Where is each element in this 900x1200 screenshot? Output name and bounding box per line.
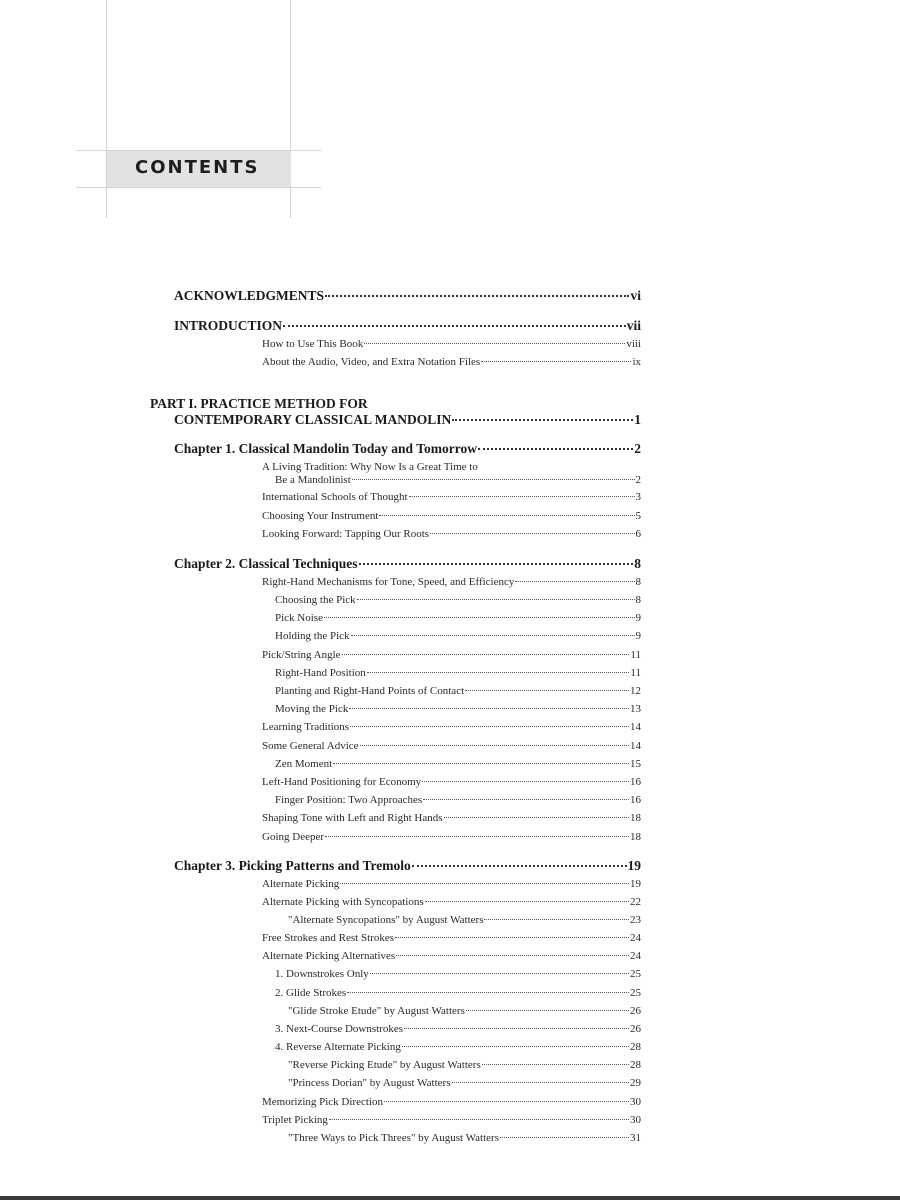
toc-entry-title: Choosing Your Instrument xyxy=(262,510,379,522)
leader-dots xyxy=(466,1010,629,1011)
toc-entry-page: 14 xyxy=(630,721,641,733)
toc-entry[interactable] xyxy=(288,914,641,926)
toc-entry-page: 2 xyxy=(634,441,641,456)
leader-dots xyxy=(379,515,634,516)
toc-entry-page: 8 xyxy=(634,556,641,571)
leader-dots xyxy=(465,690,629,691)
toc-entry[interactable] xyxy=(262,812,641,824)
toc-entry[interactable] xyxy=(262,491,641,503)
leader-dots xyxy=(409,496,635,497)
toc-entry[interactable] xyxy=(275,594,641,606)
leader-dots xyxy=(324,617,635,618)
leader-dots xyxy=(351,635,635,636)
toc-entry[interactable] xyxy=(262,776,641,788)
toc-entry-title: Free Strokes and Rest Strokes xyxy=(262,932,394,944)
leader-dots xyxy=(364,343,625,344)
toc-entry-page: 14 xyxy=(630,740,641,752)
toc-entry[interactable] xyxy=(174,556,641,572)
toc-entry-page: 22 xyxy=(630,896,641,908)
toc-entry-title: Holding the Pick xyxy=(275,630,350,642)
toc-entry[interactable] xyxy=(262,878,641,890)
toc-entry[interactable] xyxy=(174,858,641,874)
toc-entry-title: Choosing the Pick xyxy=(275,594,356,606)
leader-dots xyxy=(357,599,635,600)
toc-entry[interactable] xyxy=(262,528,641,540)
leader-dots xyxy=(395,937,629,938)
leader-dots xyxy=(384,1101,629,1102)
toc-entry[interactable] xyxy=(262,1114,641,1126)
toc-entry-title: Moving the Pick xyxy=(275,703,349,715)
leader-dots xyxy=(350,726,629,727)
toc-entry-title: Right-Hand Position xyxy=(275,667,366,679)
toc-entry-page: 19 xyxy=(630,878,641,890)
toc-entry-title: Left-Hand Positioning for Economy xyxy=(262,776,422,788)
toc-entry[interactable] xyxy=(288,1077,641,1089)
toc-entry-page: 29 xyxy=(630,1077,641,1089)
toc-entry-title: ACKNOWLEDGMENTS xyxy=(174,288,325,303)
toc-entry-page: 13 xyxy=(630,703,641,715)
toc-entry-title: "Three Ways to Pick Threes" by August Watters xyxy=(288,1132,499,1144)
toc-entry-title: Chapter 2. Classical Techniques xyxy=(174,556,358,571)
toc-entry-page: 24 xyxy=(630,932,641,944)
toc-entry-title: Chapter 3. Picking Patterns and Tremolo xyxy=(174,858,411,873)
toc-entry-page: vi xyxy=(630,288,641,303)
leader-dots xyxy=(367,672,630,673)
leader-dots xyxy=(359,563,634,565)
leader-dots xyxy=(444,817,629,818)
toc-entry[interactable] xyxy=(275,703,641,715)
toc-entry-title: Alternate Picking Alternatives xyxy=(262,950,396,962)
toc-entry-page: 9 xyxy=(635,612,641,624)
toc-entry[interactable] xyxy=(275,667,641,679)
toc-entry-title: Alternate Picking with Syncopations xyxy=(262,896,424,908)
toc-entry-page: 23 xyxy=(630,914,641,926)
toc-entry-title: CONTEMPORARY CLASSICAL MANDOLIN xyxy=(174,412,452,427)
leader-dots xyxy=(396,955,629,956)
toc-entry-title: Triplet Picking xyxy=(262,1114,328,1126)
leader-dots xyxy=(423,799,629,800)
page-bottom-rule xyxy=(0,1196,900,1200)
toc-entry[interactable] xyxy=(262,950,641,962)
toc-entry-title: 3. Next-Course Downstrokes xyxy=(275,1023,404,1035)
toc-entry[interactable] xyxy=(174,441,641,457)
toc-entry-page: 1 xyxy=(634,412,641,427)
leader-dots xyxy=(452,419,633,421)
toc-entry-page: 9 xyxy=(635,630,641,642)
toc-entry-page: 18 xyxy=(630,831,641,843)
toc-entry-page: 8 xyxy=(635,594,641,606)
toc-entry-page: 28 xyxy=(630,1041,641,1053)
page-title: CONTENTS xyxy=(135,157,260,178)
toc-entry-title: International Schools of Thought xyxy=(262,491,408,503)
toc-entry-title: Be a Mandolinist xyxy=(275,474,351,486)
leader-dots xyxy=(402,1046,629,1047)
toc-entry-page: 8 xyxy=(635,576,641,588)
toc-entry-title: Learning Traditions xyxy=(262,721,350,733)
toc-entry-title: Some General Advice xyxy=(262,740,359,752)
leader-dots xyxy=(500,1137,629,1138)
toc-entry[interactable] xyxy=(275,685,641,697)
toc-entry[interactable] xyxy=(275,1041,641,1053)
toc-entry-title: "Glide Stroke Etude" by August Watters xyxy=(288,1005,465,1017)
toc-entry-title: "Alternate Syncopations" by August Watters xyxy=(288,914,484,926)
toc-entry-page: 5 xyxy=(635,510,641,522)
toc-entry-title: 1. Downstrokes Only xyxy=(275,968,369,980)
toc-entry-title: "Princess Dorian" by August Watters xyxy=(288,1077,451,1089)
toc-entry-page: vii xyxy=(626,318,641,333)
toc-entry-title: 4. Reverse Alternate Picking xyxy=(275,1041,401,1053)
leader-dots xyxy=(412,865,627,867)
toc-entry[interactable] xyxy=(275,612,641,624)
toc-entry-title: Zen Moment xyxy=(275,758,333,770)
toc-entry[interactable] xyxy=(275,630,641,642)
toc-entry-page: 26 xyxy=(630,1005,641,1017)
toc-entry-page: 2 xyxy=(635,474,641,486)
toc-entry[interactable] xyxy=(174,412,641,428)
toc-entry[interactable] xyxy=(275,758,641,770)
leader-dots xyxy=(430,533,634,534)
toc-entry-title: Pick Noise xyxy=(275,612,323,624)
toc-entry-page: 16 xyxy=(630,794,641,806)
toc-entry-page: 30 xyxy=(630,1114,641,1126)
toc-entry-page: 19 xyxy=(627,858,641,873)
toc-entry-page: 11 xyxy=(630,649,641,661)
toc-entry-page: 31 xyxy=(630,1132,641,1144)
toc-entry[interactable] xyxy=(262,649,641,661)
toc-entry[interactable] xyxy=(262,721,641,733)
toc-entry[interactable] xyxy=(262,740,641,752)
leader-dots xyxy=(283,325,626,327)
toc-entry-title: "Reverse Picking Etude" by August Watters xyxy=(288,1059,481,1071)
toc-entry[interactable] xyxy=(288,1132,641,1144)
toc-entry-page: viii xyxy=(626,338,641,350)
toc-entry[interactable] xyxy=(262,896,641,908)
leader-dots xyxy=(425,901,629,902)
leader-dots xyxy=(370,973,629,974)
toc-entry-title: Going Deeper xyxy=(262,831,325,843)
toc-entry-title: Shaping Tone with Left and Right Hands xyxy=(262,812,443,824)
toc-entry-title: Alternate Picking xyxy=(262,878,340,890)
leader-dots xyxy=(333,763,629,764)
toc-entry[interactable] xyxy=(275,474,641,486)
toc-entry-page: 30 xyxy=(630,1096,641,1108)
toc-entry-page: 25 xyxy=(630,987,641,999)
toc-entry-title: About the Audio, Video, and Extra Notation Files xyxy=(262,356,481,368)
part-heading-line-1: PART I. PRACTICE METHOD FOR xyxy=(150,396,368,411)
leader-dots xyxy=(340,883,629,884)
toc-entry[interactable] xyxy=(275,968,641,980)
leader-dots xyxy=(452,1082,630,1083)
leader-dots xyxy=(349,708,629,709)
toc-entry[interactable] xyxy=(262,338,641,350)
leader-dots xyxy=(347,992,629,993)
toc-entry[interactable] xyxy=(262,576,641,588)
toc-entry[interactable] xyxy=(174,288,641,304)
toc-entry-title: Right-Hand Mechanisms for Tone, Speed, and Efficiency xyxy=(262,576,515,588)
crop-line-bottom xyxy=(76,187,321,188)
toc-entry-title: How to Use This Book xyxy=(262,338,364,350)
leader-dots xyxy=(352,479,635,480)
toc-entry[interactable] xyxy=(275,987,641,999)
leader-dots xyxy=(325,836,629,837)
toc-entry-title: Chapter 1. Classical Mandolin Today and Tomorrow xyxy=(174,441,477,456)
toc-entry-title: INTRODUCTION xyxy=(174,318,283,333)
leader-dots xyxy=(482,1064,629,1065)
toc-entry-page: 15 xyxy=(630,758,641,770)
toc-entry[interactable] xyxy=(262,356,641,368)
toc-entry[interactable] xyxy=(288,1005,641,1017)
toc-entry[interactable] xyxy=(288,1059,641,1071)
leader-dots xyxy=(515,581,634,582)
toc-entry-page: 6 xyxy=(635,528,641,540)
toc-entry[interactable] xyxy=(262,831,641,843)
leader-dots xyxy=(342,654,630,655)
toc-entry-page: 16 xyxy=(630,776,641,788)
leader-dots xyxy=(329,1119,629,1120)
toc-entry-title: Memorizing Pick Direction xyxy=(262,1096,383,1108)
toc-entry-page: 18 xyxy=(630,812,641,824)
toc-entry[interactable] xyxy=(275,1023,641,1035)
toc-entry-page: 26 xyxy=(630,1023,641,1035)
toc-entry-page: 28 xyxy=(630,1059,641,1071)
toc-entry[interactable] xyxy=(262,932,641,944)
toc-entry-page: 25 xyxy=(630,968,641,980)
leader-dots xyxy=(481,361,631,362)
toc-entry-title: 2. Glide Strokes xyxy=(275,987,347,999)
toc-entry-title: Planting and Right-Hand Points of Contact xyxy=(275,685,465,697)
toc-entry-page: 3 xyxy=(635,491,641,503)
toc-entry-title: Finger Position: Two Approaches xyxy=(275,794,423,806)
toc-entry-page: 11 xyxy=(630,667,641,679)
toc-entry-page: ix xyxy=(632,356,641,368)
leader-dots xyxy=(360,745,629,746)
toc-entry-title-line-1: A Living Tradition: Why Now Is a Great Time to xyxy=(262,461,478,473)
leader-dots xyxy=(422,781,629,782)
toc-entry-page: 24 xyxy=(630,950,641,962)
leader-dots xyxy=(325,295,629,297)
toc-entry[interactable] xyxy=(262,1096,641,1108)
toc-entry[interactable] xyxy=(275,794,641,806)
toc-entry-page: 12 xyxy=(630,685,641,697)
toc-entry[interactable] xyxy=(262,510,641,522)
leader-dots xyxy=(478,448,633,450)
toc-entry-title: Pick/String Angle xyxy=(262,649,341,661)
leader-dots xyxy=(484,919,629,920)
toc-entry[interactable] xyxy=(174,318,641,334)
toc-entry-title: Looking Forward: Tapping Our Roots xyxy=(262,528,430,540)
leader-dots xyxy=(404,1028,629,1029)
